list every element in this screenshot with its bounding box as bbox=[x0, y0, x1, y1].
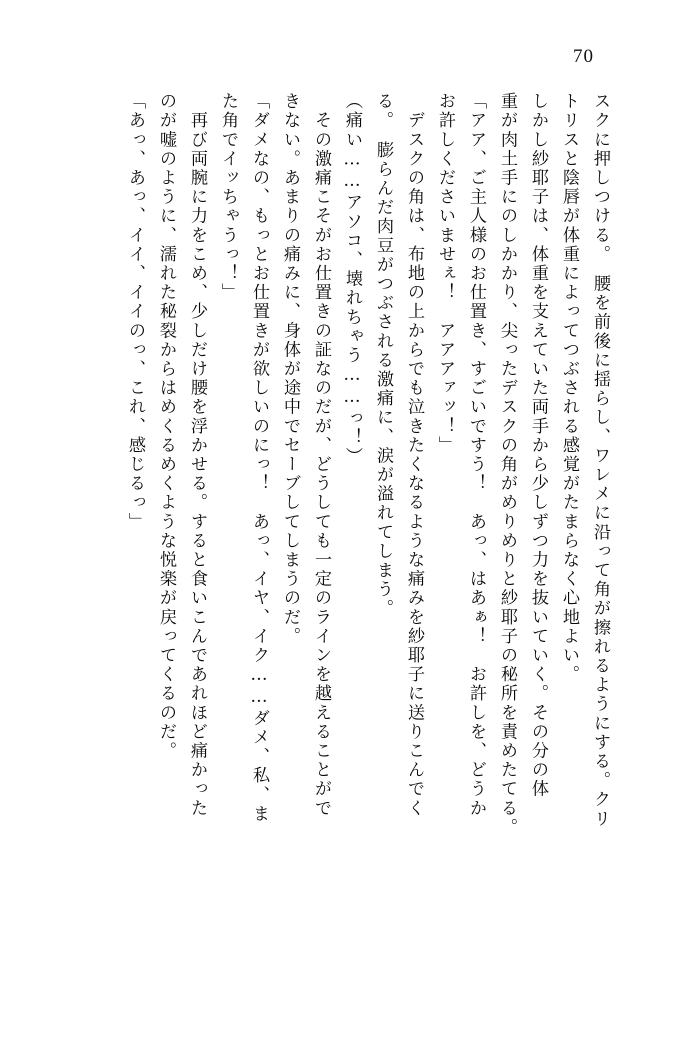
text-line: た角でイッちゃうっ！」 bbox=[218, 92, 238, 303]
text-line: スクに押しつける。 腰を前後に揺らし、ワレメに沿って角が擦れるようにする。クリ bbox=[590, 92, 610, 829]
text-line: デスクの角は、布地の上からでも泣きたくなるような痛みを紗耶子に送りこんでく bbox=[404, 92, 424, 818]
text-line: その激痛こそがお仕置きの証なのだが、どうしても一定のラインを越えることがで bbox=[311, 92, 331, 818]
text-line: る。 膨らんだ肉豆がつぶされる激痛に、涙が溢れてしまう。 bbox=[373, 92, 393, 619]
text-line: 「ダメなの、もっとお仕置きが欲しいのにっ！ あっ、イヤ、イク……ダメ、私、ま bbox=[249, 92, 269, 824]
page-number: 70 bbox=[573, 46, 594, 67]
text-line: （痛い……アソコ、壊れちゃう……っ！） bbox=[342, 92, 362, 467]
text-line: のが嘘のように、濡れた秘裂からはめくるめくような悦楽が戻ってくるのだ。 bbox=[156, 92, 176, 761]
text-line: 再び両腕に力をこめ、少しだけ腰を浮かせる。すると食いこんであれほど痛かった bbox=[187, 92, 207, 818]
text-line: 「アア、ご主人様のお仕置き、すごいですう！ あっ、はあぁ！ お許しを、どうか bbox=[466, 92, 486, 818]
text-line: きない。あまりの痛みに、身体が途中でセーブしてしまうのだ。 bbox=[280, 92, 300, 646]
text-line: お許しくださいませぇ！ アアアァッ！」 bbox=[435, 92, 455, 455]
text-line: 重が肉土手にのしかかり、尖ったデスクの角がめりめりと紗耶子の秘所を責めたてる。 bbox=[497, 92, 517, 837]
text-line: しかし紗耶子は、体重を支えていた両手から少しずつ力を抜いていく。その分の体 bbox=[528, 92, 548, 799]
vertical-text-body bbox=[46, 92, 608, 972]
text-line: 「あっ、あっ、イイ、イイのっ、これ、感じるっ」 bbox=[125, 92, 145, 532]
text-line: トリスと陰唇が体重によってつぶされる感覚がたまらなく心地よい。 bbox=[559, 92, 579, 685]
